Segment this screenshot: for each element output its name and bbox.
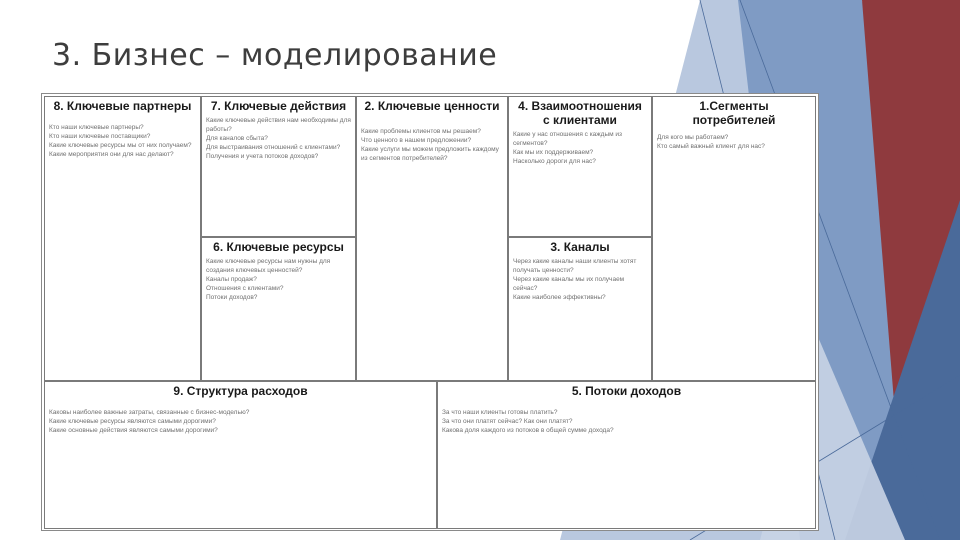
customer-relationships-questions <box>509 127 651 166</box>
question: Какие услуги мы можем предложить каждому из сегментов потребителей? <box>361 146 499 162</box>
question: Кто самый важный клиент для нас? <box>657 143 765 150</box>
value-propositions-questions <box>357 113 507 163</box>
revenue-streams-cell <box>437 381 816 529</box>
question: Потоки доходов? <box>206 294 258 301</box>
question: Для каналов сбыта? <box>206 135 268 142</box>
question: Какие у нас отношения с каждым из сегментов? <box>513 131 622 147</box>
value-propositions-cell <box>356 96 508 381</box>
question: Какие ключевые ресурсы нам нужны для создания ключевых ценностей? <box>206 258 331 274</box>
question: Какова доля каждого из потоков в общей сумме дохода? <box>442 427 614 434</box>
question: За что они платят сейчас? Как они платят? <box>442 418 573 425</box>
customer-segments-title-line1: 1.Сегменты <box>699 99 769 113</box>
customer-relationships-title-line1: 4. Взаимоотношения <box>518 99 642 113</box>
question: Каналы продаж? <box>206 276 257 283</box>
customer-relationships-cell <box>508 96 652 237</box>
question: Получения и учета потоков доходов? <box>206 153 319 160</box>
question: Каковы наиболее важные затраты, связанные с бизнес-моделью? <box>49 409 250 416</box>
revenue-streams-title: 5. Потоки доходов <box>571 384 682 398</box>
customer-relationships-title <box>509 97 651 127</box>
question: Какие мероприятия они для нас делают? <box>49 151 174 158</box>
question: Через какие каналы мы их получаем сейчас? <box>513 276 625 292</box>
key-partners-title: 8. Ключевые партнеры <box>53 99 192 113</box>
question: За что наши клиенты готовы платить? <box>442 409 558 416</box>
question: Как мы их поддерживаем? <box>513 149 594 156</box>
customer-segments-questions <box>653 127 815 151</box>
cost-structure-title: 9. Структура расходов <box>173 384 308 398</box>
key-activities-questions <box>202 113 355 161</box>
key-resources-title: 6. Ключевые ресурсы <box>213 240 344 254</box>
question: Какие проблемы клиентов мы решаем? <box>361 128 481 135</box>
question: Какие основные действия являются самыми дорогими? <box>49 427 218 434</box>
business-model-canvas <box>41 93 819 531</box>
question: Какие ключевые ресурсы являются самыми дорогими? <box>49 418 216 425</box>
question: Отношения с клиентами? <box>206 285 284 292</box>
key-activities-cell <box>201 96 356 237</box>
key-partners-cell <box>44 96 201 381</box>
key-resources-cell <box>201 237 356 381</box>
slide-title: 3. Бизнес – моделирование <box>52 38 498 73</box>
cost-structure-cell <box>44 381 437 529</box>
question: Для кого мы работаем? <box>657 134 729 141</box>
question: Какие наиболее эффективны? <box>513 294 606 301</box>
question: Кто наши ключевые партнеры? <box>49 124 144 131</box>
value-propositions-title: 2. Ключевые ценности <box>364 99 500 113</box>
customer-relationships-title-line2: с клиентами <box>543 113 617 127</box>
question: Через какие каналы наши клиенты хотят получать ценности? <box>513 258 637 274</box>
key-activities-title: 7. Ключевые действия <box>210 99 347 113</box>
channels-title: 3. Каналы <box>550 240 610 254</box>
question: Какие ключевые ресурсы мы от них получаем? <box>49 142 192 149</box>
cost-structure-questions <box>45 398 436 435</box>
channels-questions <box>509 254 651 302</box>
question: Кто наши ключевые поставщики? <box>49 133 151 140</box>
channels-cell <box>508 237 652 381</box>
question: Для выстраивания отношений с клиентами? <box>206 144 341 151</box>
customer-segments-title-line2: потребителей <box>692 113 776 127</box>
key-partners-questions <box>45 113 200 159</box>
question: Какие ключевые действия нам необходимы для работы? <box>206 117 351 133</box>
question: Насколько дороги для нас? <box>513 158 596 165</box>
key-resources-questions <box>202 254 355 302</box>
customer-segments-cell <box>652 96 816 381</box>
revenue-streams-questions <box>438 398 815 435</box>
customer-segments-title <box>653 97 815 127</box>
question: Что ценного в нашем предложении? <box>361 137 472 144</box>
